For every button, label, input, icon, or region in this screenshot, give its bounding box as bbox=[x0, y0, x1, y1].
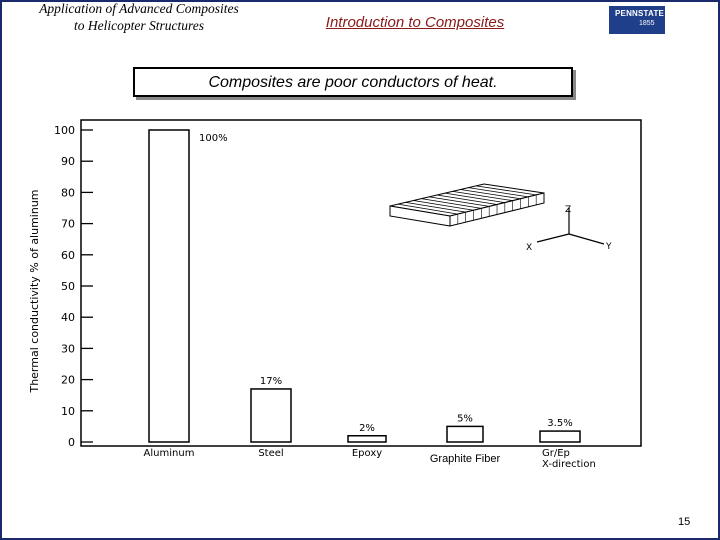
category-label: X-direction bbox=[542, 459, 596, 470]
bar-epoxy bbox=[348, 436, 386, 442]
category-label: Gr/Ep bbox=[542, 448, 570, 459]
category-label: Steel bbox=[258, 448, 284, 459]
y-tick-label: 30 bbox=[61, 342, 75, 356]
data-label: 3.5% bbox=[547, 418, 573, 430]
data-label: 17% bbox=[259, 375, 283, 387]
y-tick-label: 60 bbox=[61, 248, 75, 262]
y-axis-label: Thermal conductivity % of aluminum bbox=[28, 189, 41, 393]
slide-subtitle: Composites are poor conductors of heat. bbox=[133, 67, 573, 97]
data-label: 2% bbox=[359, 422, 375, 434]
data-label: 5% bbox=[457, 413, 473, 425]
bars bbox=[149, 130, 580, 442]
y-tick-label: 10 bbox=[61, 404, 75, 418]
bar-aluminum bbox=[149, 130, 189, 442]
thermal-conductivity-chart bbox=[22, 118, 650, 478]
y-axis-line bbox=[569, 234, 604, 244]
bar-graphite-fiber bbox=[447, 426, 483, 442]
y-tick-label: 100 bbox=[54, 124, 75, 137]
course-title-line1: Application of Advanced Composites bbox=[39, 1, 239, 16]
category-labels bbox=[144, 448, 596, 470]
inset-axis-z: Z bbox=[565, 205, 572, 215]
section-title: Introduction to Composites bbox=[325, 14, 505, 31]
y-tick-label: 0 bbox=[68, 436, 75, 449]
category-label: Epoxy bbox=[351, 448, 383, 459]
y-tick-label: 50 bbox=[61, 280, 75, 293]
inset-axis-x: X bbox=[526, 243, 533, 253]
bar-steel bbox=[251, 389, 291, 442]
page-number: 15 bbox=[678, 516, 691, 528]
course-title bbox=[14, 0, 264, 34]
course-title-line2: to Helicopter Structures bbox=[74, 18, 204, 33]
y-tick-label: 90 bbox=[61, 155, 75, 169]
y-tick-label: 40 bbox=[61, 311, 75, 325]
category-label: Aluminum bbox=[143, 448, 195, 459]
category-label: Graphite Fiber bbox=[429, 453, 501, 465]
y-ticks bbox=[54, 124, 93, 449]
y-tick-label: 20 bbox=[61, 373, 75, 387]
y-tick-label: 70 bbox=[61, 217, 75, 231]
y-tick-label: 80 bbox=[61, 186, 75, 200]
logo-year: 1855 bbox=[639, 20, 655, 27]
logo-text: PENNSTATE bbox=[615, 9, 665, 18]
university-logo bbox=[609, 6, 665, 34]
inset-axis-y: Y bbox=[606, 242, 612, 252]
x-axis-line bbox=[537, 234, 569, 242]
data-label: 100% bbox=[199, 133, 228, 144]
laminate-inset bbox=[390, 184, 612, 253]
bar-gr-ep-x-direction bbox=[540, 431, 580, 442]
